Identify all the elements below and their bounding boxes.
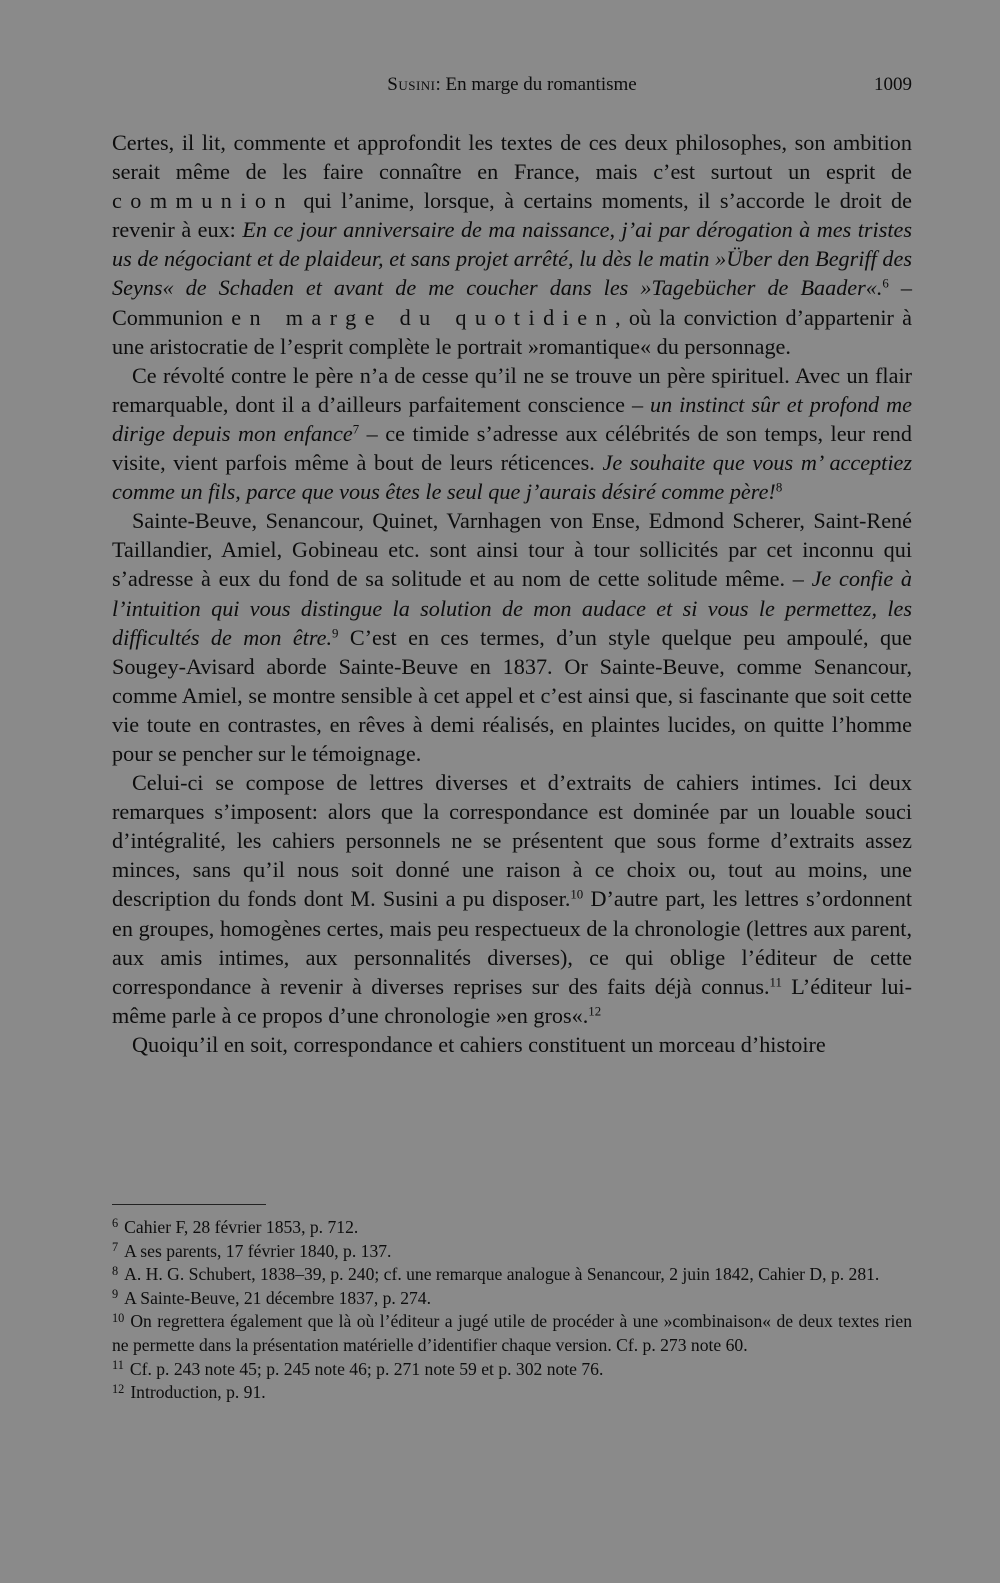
footnote-number: 7 <box>112 1240 119 1255</box>
footnote-ref-7[interactable]: 7 <box>352 422 360 437</box>
footnote-number: 11 <box>112 1358 124 1373</box>
footnote-6 <box>112 1216 912 1240</box>
main-text <box>112 128 912 1059</box>
footnote-7 <box>112 1240 912 1264</box>
text-run: C’est en ces termes, d’un style quelque peu ampoulé, que Sougey-Avisard aborde Sainte-Beuve en 1837. Or Sainte-Beuve, comme Senancour, comme Amiel, se montre sensible à cet appel et c’est ainsi que, si fascinante que soit cette vie toute en contrastes, en rêves à demi réalisés, en plaintes lucides, on quitte l’homme pour se pencher sur le témoignage. <box>112 624 913 766</box>
text-run: Quoiqu’il en soit, correspondance et cahiers constituent un morceau d’histoire <box>132 1031 826 1057</box>
text-run: qui l’anime, lorsque, à certains moments, il s’accorde le droit de revenir à eux: <box>112 188 912 243</box>
running-title-author: Susini <box>387 74 436 95</box>
spaced-emphasis: en marge du quotidien <box>231 304 616 330</box>
footnote-ref-10[interactable]: 10 <box>570 887 584 902</box>
footnotes <box>112 1216 912 1405</box>
footnote-ref-6[interactable]: 6 <box>882 276 889 291</box>
footnote-ref-11[interactable]: 11 <box>769 975 782 989</box>
running-head <box>112 74 912 104</box>
italic-quote: un instinct sûr et profond me dirige depuis mon enfance <box>112 391 912 446</box>
page-number: 1009 <box>874 74 912 95</box>
footnote-number: 12 <box>112 1381 125 1396</box>
footnote-number: 10 <box>112 1310 125 1325</box>
footnote-ref-12[interactable]: 12 <box>588 1004 602 1019</box>
footnote-text: On regrettera également que là où l’éditeur a jugé utile de procéder à une »combinaison« de deux textes rien ne permette dans la présentation matérielle d’identifier chaque version. Cf. p. 273 note 60. <box>112 1311 912 1355</box>
text-run: D’autre part, les lettres s’ordonnent en groupes, homogènes certes, mais peu respectueux de la chronologie (lettres aux parent, aux amis intimes, aux personnalités diverses), ce qui oblige l’éditeur de cette correspondance à revenir à diverses reprises sur des faits déjà connus. <box>112 886 912 999</box>
paragraph-2 <box>112 361 912 506</box>
footnote-number: 8 <box>112 1263 119 1278</box>
paragraph-5 <box>112 1030 912 1059</box>
footnote-text: A ses parents, 17 février 1840, p. 137. <box>124 1240 392 1261</box>
footnote-number: 6 <box>112 1216 119 1231</box>
footnote-text: A. H. G. Schubert, 1838–39, p. 240; cf. une remarque analogue à Senancour, 2 juin 1842, Cahier D, p. 281. <box>124 1264 880 1285</box>
footnote-ref-9[interactable]: 9 <box>332 625 339 640</box>
footnote-11 <box>112 1358 912 1382</box>
text-run: Certes, il lit, commente et approfondit les textes de ces deux philosophes, son ambition serait même de les faire connaître en France, mais c’est surtout un esprit de <box>112 130 912 185</box>
text-run: – ce timide s’adresse aux célébrités de son temps, leur rend visite, vient parfois même à bout de leurs réticences. <box>112 420 912 476</box>
footnote-12 <box>112 1381 912 1405</box>
spaced-emphasis: communion <box>112 188 294 214</box>
footnote-9 <box>112 1287 912 1311</box>
footnote-rule <box>112 1204 266 1205</box>
footnote-text: Cahier F, 28 février 1853, p. 712. <box>124 1217 359 1237</box>
italic-quote: En ce jour anniversaire de ma naissance, j’ai par dérogation à mes tristes us de négociant et de plaideur, et sans projet arrêté, lu dès le matin »Über den Begriff des Seyns« de Schaden et avant de me coucher dans les »Tagebücher de Baader«. <box>112 217 912 301</box>
italic-quote: Je souhaite que vous m’ acceptiez comme un fils, parce que vous êtes le seul que j’aurais désiré comme père! <box>112 450 912 505</box>
running-title <box>112 74 912 96</box>
italic-quote: Je confie à l’intuition qui vous distingue la solution de mon audace et si vous le permettez, les difficultés de mon être. <box>112 566 912 650</box>
footnote-text: A Sainte-Beuve, 21 décembre 1837, p. 274. <box>124 1287 431 1308</box>
footnote-number: 9 <box>112 1287 119 1302</box>
footnote-text: Cf. p. 243 note 45; p. 245 note 46; p. 271 note 59 et p. 302 note 76. <box>129 1358 604 1379</box>
paragraph-4 <box>112 768 912 1030</box>
text-run: Celui-ci se compose de lettres diverses et d’extraits de cahiers intimes. Ici deux remarques s’imposent: alors que la correspondance est dominée par un louable souci d’intégralité, les cahiers personnels ne se présentent que sous forme d’extraits assez minces, sans qu’il nous soit donné une raison à ce choix ou, tout au moins, une description du fonds dont M. Susini a pu disposer. <box>112 770 912 912</box>
footnote-8 <box>112 1263 912 1287</box>
footnote-10 <box>112 1310 912 1357</box>
text-run: – Communion <box>112 275 912 330</box>
footnote-ref-8[interactable]: 8 <box>775 480 783 495</box>
paragraph-3 <box>112 506 912 768</box>
paragraph-1 <box>112 128 912 361</box>
text-run: Sainte-Beuve, Senancour, Quinet, Varnhagen von Ense, Edmond Scherer, Saint-René Taillandier, Amiel, Gobineau etc. sont ainsi tour à tour sollicités par cet inconnu qui s’adresse à eux du fond de sa solitude et au nom de cette solitude même. – <box>112 508 912 592</box>
text-run: , où la conviction d’appartenir à une aristocratie de l’esprit complète le portrait »romantique« du personnage. <box>112 304 912 359</box>
running-title-text: : En marge du romantisme <box>435 74 637 95</box>
text-run: Ce révolté contre le père n’a de cesse qu’il ne se trouve un père spirituel. Avec un flair remarquable, dont il a d’ailleurs parfaitement conscience – <box>112 362 912 417</box>
text-run: L’éditeur lui-même parle à ce propos d’une chronologie »en gros«. <box>112 973 912 1028</box>
footnote-text: Introduction, p. 91. <box>130 1382 266 1403</box>
